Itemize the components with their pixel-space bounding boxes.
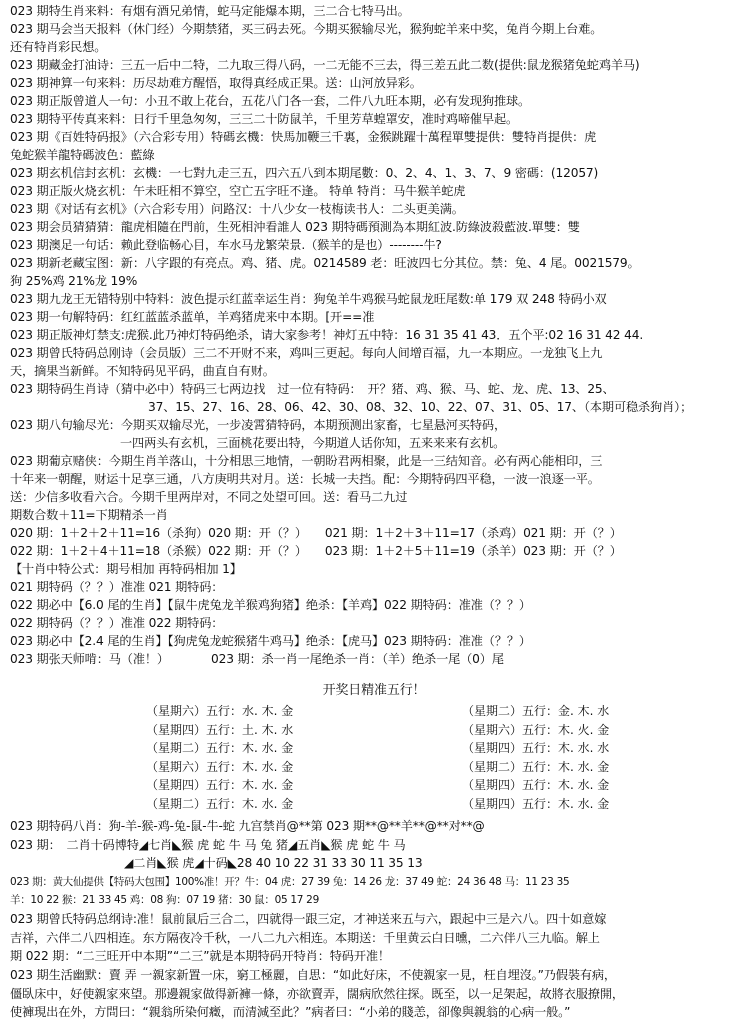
five-elements-cell: （星期四）五行：木. 水. 金 <box>146 778 294 792</box>
text-line: 023 期正版曾道人一句：小丑不敢上花台，五花八门各一套，二件八九旺本期，必有发现狗推球。 <box>10 94 531 108</box>
text-line: 021 期特码（？？）准准 021 期特码： <box>10 580 224 594</box>
text-line: 023 期八句输尽光：今期买双输尽光，一步凌霄猜特码，本期预测出家畜，七星悬河买特码， <box>10 418 506 432</box>
text-line: ◢二肖◣猴 虎◢十码◣28 40 10 22 31 33 30 11 35 13 <box>124 856 423 870</box>
text-line: 兔蛇猴羊龍特碼波色：藍綠 <box>10 148 155 162</box>
text-line: 023 期马会当天报料（休门经）今期禁猪，买三码去死。今期买猴输尽光，猴狗蛇羊来中奖，兔肖今期上台难。 <box>10 22 603 36</box>
five-elements-cell: （星期四）五行：木. 水. 水 <box>462 741 610 755</box>
text-line: 020 期：1＋2＋2＋11=16（杀狗）020 期：开（？） 021 期：1＋2＋3＋11=17（杀鸡）021 期：开（？） <box>10 526 622 540</box>
text-line: 十年来一朝醒，财运十足享三通，八方庚明共对月。送：长城一夫挡。配：今期特码四平稳，一波一浪逐一平。 <box>10 472 600 486</box>
text-line: 023 期生活幽默：賣 弄 一親家新置一床，窮工極麗，自思：“如此好床，不使親家一見，枉自埋沒。”乃假裝有病， <box>10 968 616 982</box>
five-elements-cell: （星期六）五行：木. 水. 金 <box>146 759 294 774</box>
text-line: 羊：10 22 猴：21 33 45 鸡：08 狗：07 19 猪：30 鼠：05 17 29 <box>10 894 319 906</box>
five-elements-cell: （星期六）五行：木. 火. 金 <box>462 722 610 737</box>
five-elements-cell: （星期四）五行：木. 水. 金 <box>462 778 610 792</box>
text-line: 023 期： 二肖十码博特◢七肖◣猴 虎 蛇 牛 马 兔 猪◢五肖◣猴 虎 蛇 牛 马 <box>10 838 406 852</box>
five-elements-cell: （星期四）五行：土. 木. 水 <box>146 722 294 737</box>
text-line: 023 期新老藏宝图：新：八字跟的有亮点。鸡、猪、虎。0214589 老：旺波四七分其位。禁：兔、4 尾。0021579。 <box>10 256 640 270</box>
text-line: 022 期特码（？？）准准 022 期特码： <box>10 616 224 630</box>
text-line: 023 期会员猜猜猜：龍虎相隨在門前，生死相沖看誰人 023 期特碼預測為本期紅波.防綠波殺藍波.單雙：雙 <box>10 220 580 234</box>
text-line: 僵臥床中，好使親家來望。那邊親家做得新褲一條，亦欲賣弄，闊病欣然往探。既至，以一足架起，故將衣服撩開， <box>10 987 624 1001</box>
five-elements-cell: （星期二）五行：木. 水. 金 <box>146 741 294 755</box>
text-line: 【十肖中特公式：期号相加 再特码相加 1】 <box>10 562 242 576</box>
five-elements-title: 开奖日精准五行！ <box>322 683 426 698</box>
text-line: 期数合数＋11=下期精杀一肖 <box>10 508 168 522</box>
text-line: 期 022 期：“二三旺开中本期”“二三”就是本期特码开特肖：特码开准！ <box>10 949 390 963</box>
text-line: 023 期一句解特码：红红蓝蓝杀蓝单，羊鸡猪虎来中本期。[开==准 <box>10 310 375 324</box>
text-line: 还有特肖彩民想。 <box>10 40 107 54</box>
text-line: 吉祥，六伴二八四相连。东方隔夜冷千秋，一八二九六相连。本期送：千里黄云白日曛，二六伴八三九临。解上 <box>10 931 600 945</box>
text-line: 023 期曾氏特码总刚诗（会员版）三二不开财不来，鸡叫三更起。每向人间增百福，九一本期应。一龙独飞上九 <box>10 346 603 360</box>
text-line: 023 期神算一句来料：历尽劫难方醒悟，取得真经成正果。送：山河放异彩。 <box>10 76 422 90</box>
text-line: 023 期曾氏特码总纲诗:准！鼠前鼠后三合二，四就得一跟三定，才神送来五与六，跟起中三是六八。四十如意嫁 <box>10 912 607 926</box>
five-elements-cell: （星期二）五行：木. 水. 金 <box>462 759 610 774</box>
text-line: 022 期：1＋2＋4＋11=18（杀猴）022 期：开（？） 023 期：1＋2＋5＋11=19（杀羊）023 期：开（？） <box>10 544 622 558</box>
five-elements-cell: （星期二）五行：金. 木. 水 <box>462 704 610 718</box>
five-elements-cell: （星期六）五行：水. 木. 金 <box>146 704 294 718</box>
text-line: 023 期《对话有玄机》（六合彩专用）问路汉：十八少女一枝梅读书人：二头更美满。 <box>10 202 464 216</box>
text-line: 022 期必中【6.0 尾的生肖】【鼠牛虎兔龙羊猴鸡狗猪】绝杀：【羊鸡】022 期特码：准准（？？） <box>10 598 531 612</box>
text-line: 023 期特码八肖：狗-羊-猴-鸡-兔-鼠-牛-蛇 九宫禁肖@**第 023 期**@**羊**@**对**@ <box>10 819 485 833</box>
text-line: 送：少信多收看六合。今期千里两岸对，不同之处望可回。送：看马二九过 <box>10 490 408 504</box>
five-elements-cell: （星期二）五行：木. 水. 金 <box>146 796 294 811</box>
text-line: 023 期九龙王无错特别中特料：波色提示红蓝幸运生肖：狗兔羊牛鸡猴马蛇鼠龙旺尾数:单 179 双 248 特码小双 <box>10 292 607 306</box>
text-line: 023 期玄机信封玄机：玄機：一七對九走三五，四六五八到本期尾數：0、2、4、1、3、7、9 密碼：(12057) <box>10 166 599 180</box>
text-line: 023 期特生肖来料：有烟有酒兄弟情，蛇马定能爆本期，三二合七特马出。 <box>10 4 410 18</box>
text-line: 023 期特码生肖诗（猜中必中）特码三七两边找 过一位有特码： 开？猪、鸡、猴、马、蛇、龙、虎、13、25、 <box>10 382 615 396</box>
text-line: 023 期葡京赌侠：今期生肖羊落山，十分相思三地情，一朝盼君两相聚，此是一三结知音。必有两心能相印，三 <box>10 454 603 468</box>
text-line: 023 期《百姓特码报》（六合彩专用）特碼玄機：快馬加鞭三千裏，金猴跳躍十萬程單雙提供：雙特肖提供：虎 <box>10 130 597 144</box>
text-line: 023 期藏金打油诗：三五一后中二特，二九取三得八码，一二无能不三去，得三差五此二数(提供:鼠龙猴猪兔蛇鸡羊马) <box>10 58 640 72</box>
text-line: 天，摘果当新鲜。不知特码见平码，曲直自有财。 <box>10 364 275 378</box>
text-line: 狗 25%鸡 21%龙 19% <box>10 274 138 288</box>
text-line: 023 期正版火烧玄机：午未旺相不算空，空亡五字旺不逢。 特单 特肖：马牛猴羊蛇虎 <box>10 184 466 198</box>
text-line: 023 期特平传真来料：日行千里急匆匆，三三二十防鼠羊，千里芳草蝗罩安，准时鸡啼催早起。 <box>10 112 519 126</box>
text-line: 023 期必中【2.4 尾的生肖】【狗虎兔龙蛇猴猪牛鸡马】绝杀：【虎马】023 期特码：准准（？？） <box>10 634 531 648</box>
text-line: 023 期正版神灯禁支:虎猴.此乃神灯特码绝杀，请大家参考！神灯五中特：16 31 35 41 43．五个平:02 16 31 42 44. <box>10 328 644 342</box>
text-line: 使褲現出在外，方問曰：“親翁所染何癥，而清減至此？”病者曰：“小弟的賤恙，卻像與親翁的心病一般。” <box>10 1005 571 1019</box>
text-line: 023 期：黄大仙提供【特码大包围】100%准！开？牛：04 虎：27 39 兔：14 26 龙：37 49 蛇：24 36 48 马：11 23 35 <box>10 876 570 888</box>
text-line: 023 期张天师啃：马（准！） 023 期：杀一肖一尾绝杀一肖：（羊）绝杀一尾（0）尾 <box>10 652 504 666</box>
text-line: 一四两头有玄机，三面桃花要出特，今期道人话你知，五来来来有玄机。 <box>120 436 506 450</box>
five-elements-cell: （星期四）五行：木. 水. 金 <box>462 796 610 811</box>
text-line: 023 期澳足一句话：赖此登临畅心目，车水马龙繁荣景.（猴羊的是也）--------牛? <box>10 238 442 252</box>
text-line: 37、15、27、16、28、06、42、30、08、32、10、22、07、31、05、17、（本期可稳杀狗肖）； <box>148 400 693 414</box>
